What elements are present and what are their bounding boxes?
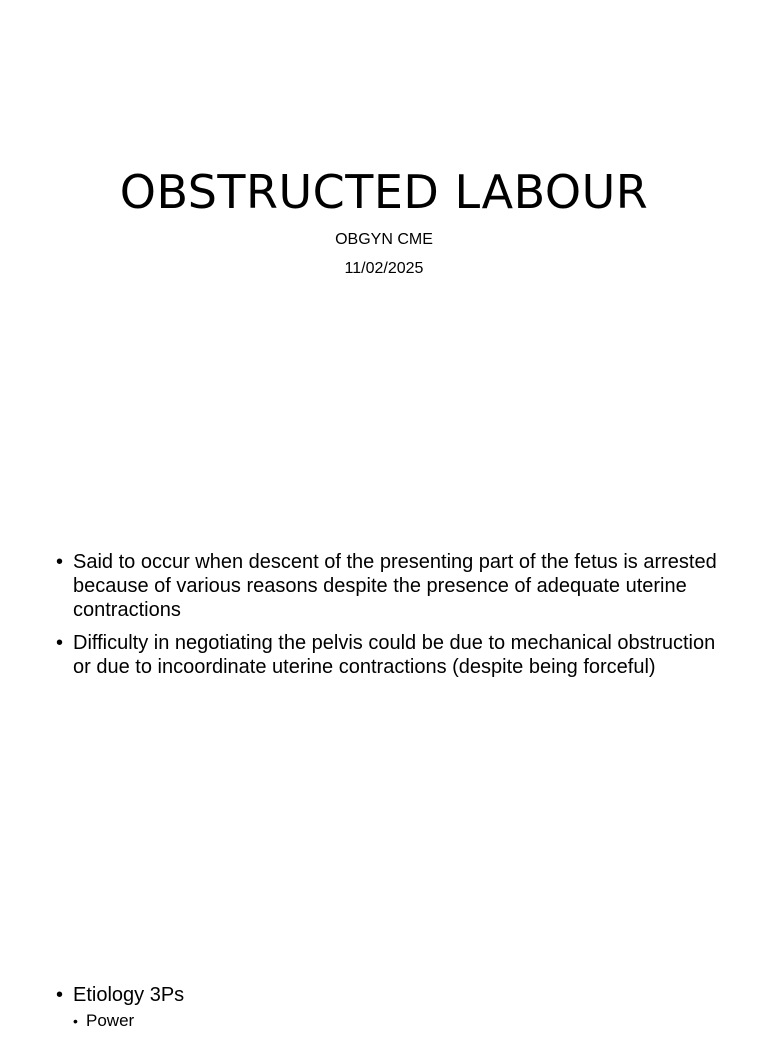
sub-bullet-list bbox=[73, 1011, 726, 1031]
etiology-bullet-list bbox=[56, 983, 726, 1040]
slide-subtitle: OBGYN CME bbox=[335, 231, 433, 248]
definition-bullet-list bbox=[56, 550, 726, 688]
bullet-item: • Said to occur when descent of the presenting part of the fetus is arrested because of various reasons despite the presence of adequate uterine contractions bbox=[56, 550, 726, 622]
title-slide bbox=[0, 0, 768, 420]
bullet-text: Etiology 3Ps bbox=[73, 984, 185, 1006]
slide-title: OBSTRUCTED LABOUR bbox=[119, 165, 649, 219]
bullet-item: • Difficulty in negotiating the pelvis could be due to mechanical obstruction or due to incoordinate uterine contractions (despite being forceful) bbox=[56, 631, 726, 679]
sub-bullet-item: • Power bbox=[73, 1011, 726, 1031]
slide-date: 11/02/2025 bbox=[344, 260, 424, 277]
